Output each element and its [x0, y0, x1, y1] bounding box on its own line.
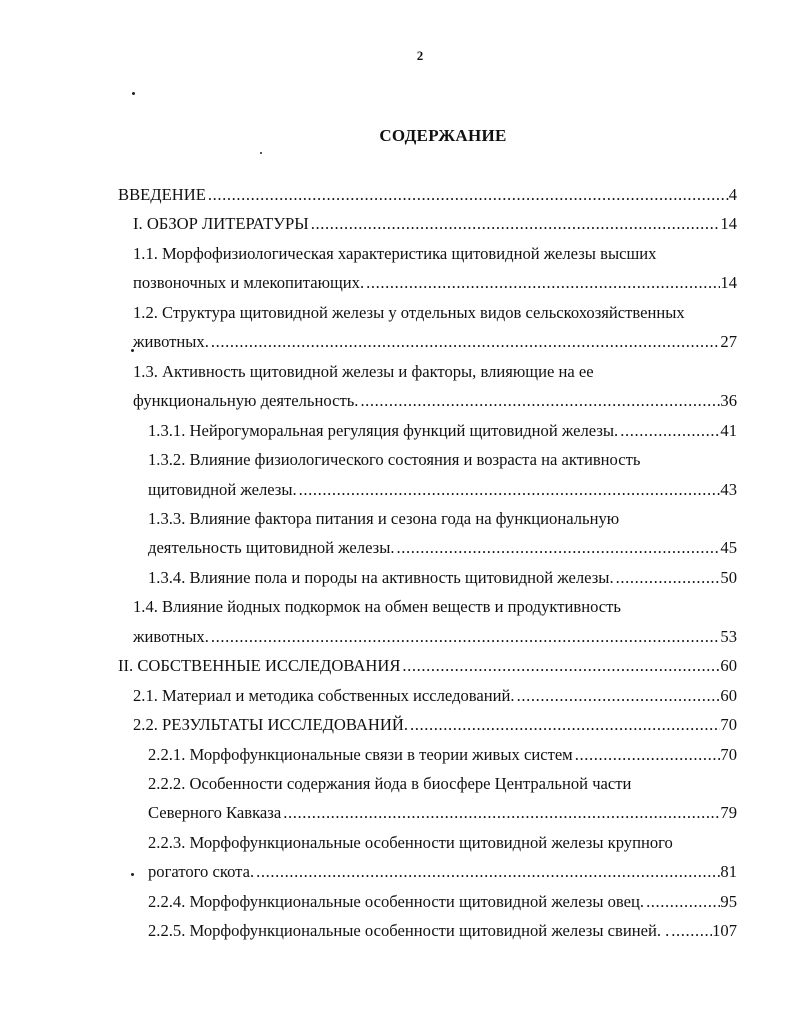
- toc-entry[interactable]: [148, 798, 737, 827]
- toc-page-number: 50: [720, 567, 737, 587]
- toc-entry[interactable]: [148, 533, 737, 562]
- toc-entry[interactable]: [133, 710, 737, 739]
- toc-entry-text: 2.2. РЕЗУЛЬТАТЫ ИССЛЕДОВАНИЙ.: [133, 715, 409, 735]
- toc-entry-text: 2.1. Материал и методика собственных исследований.: [133, 685, 515, 705]
- toc-page-number: 36: [720, 391, 737, 411]
- toc-entry[interactable]: [133, 268, 737, 297]
- toc-entry-text: рогатого скота.: [148, 862, 255, 882]
- toc-page-number: 70: [720, 744, 737, 764]
- toc-entry-line: [148, 445, 737, 474]
- toc-entry-text: Северного Кавказа: [148, 803, 282, 823]
- dot-leader: [358, 386, 720, 415]
- dot-leader: [281, 798, 720, 827]
- toc-entry-text: I. ОБЗОР ЛИТЕРАТУРЫ: [133, 214, 309, 234]
- toc-page-number: 4: [728, 185, 737, 204]
- toc-page-number: 14: [720, 273, 737, 293]
- toc-page-number: 53: [720, 626, 737, 646]
- toc-page-number: 79: [720, 803, 737, 823]
- toc-entry-text: ВВЕДЕНИЕ: [118, 185, 206, 204]
- toc-entry[interactable]: [118, 180, 737, 209]
- page-number: 2: [416, 48, 424, 63]
- toc-entry[interactable]: [133, 327, 737, 356]
- toc-entry[interactable]: [133, 209, 737, 238]
- dot-leader: [644, 887, 720, 916]
- toc-page-number: 81: [720, 862, 737, 882]
- scan-speck: [132, 92, 135, 95]
- toc-entry-line: [148, 828, 737, 857]
- toc-entry-text: II. СОБСТВЕННЫЕ ИССЛЕДОВАНИЯ: [118, 656, 401, 676]
- toc-entry-text: 1.1. Морфофизиологическая характеристика щитовидной железы высших: [133, 243, 657, 263]
- toc-entry-text: 2.2.1. Морфофункциональные связи в теории живых систем: [148, 744, 573, 764]
- dot-leader: [573, 740, 721, 769]
- toc-page-number: 70: [720, 715, 737, 735]
- dot-leader: [364, 268, 720, 297]
- toc-entry[interactable]: [148, 563, 737, 592]
- toc-entry[interactable]: [133, 386, 737, 415]
- toc-entry-text: 2.2.4. Морфофункциональные особенности щитовидной железы овец.: [148, 891, 645, 911]
- toc-entry-text: 1.3.1. Нейрогуморальная регуляция функций щитовидной железы.: [148, 420, 619, 440]
- toc-entry-line: [133, 239, 737, 268]
- toc-entry-text: 2.2.3. Морфофункциональные особенности щитовидной железы крупного: [148, 832, 673, 852]
- toc-entry-text: функциональную деятельность.: [133, 391, 359, 411]
- dot-leader: [206, 180, 729, 209]
- dot-leader: [209, 327, 721, 356]
- dot-leader: [297, 475, 721, 504]
- toc-entry-text: 2.2.5. Морфофункциональные особенности щитовидной железы свиней. .: [148, 921, 670, 941]
- toc-entry[interactable]: [148, 740, 737, 769]
- toc-entry-text: деятельность щитовидной железы.: [148, 538, 395, 558]
- dot-leader: [400, 651, 720, 680]
- toc-entry-text: 1.4. Влияние йодных подкормок на обмен веществ и продуктивность: [133, 597, 621, 617]
- toc-entry[interactable]: [148, 857, 737, 886]
- dot-leader: [209, 622, 721, 651]
- toc-page-number: 107: [712, 921, 737, 941]
- toc-page-number: 14: [720, 214, 737, 234]
- toc-entry[interactable]: [148, 416, 737, 445]
- dot-leader: [669, 916, 712, 945]
- toc-entry-line: [148, 504, 737, 533]
- toc-entry-text: щитовидной железы.: [148, 479, 297, 499]
- dot-leader: [614, 563, 721, 592]
- toc-entry[interactable]: [133, 622, 737, 651]
- toc-page-number: 27: [720, 332, 737, 352]
- page-title: СОДЕРЖАНИЕ: [379, 126, 507, 145]
- toc-entry[interactable]: [148, 887, 737, 916]
- toc-entry-text: 1.3.4. Влияние пола и породы на активность щитовидной железы.: [148, 567, 614, 587]
- dot-leader: [254, 857, 720, 886]
- toc-entry-text: животных.: [133, 626, 209, 646]
- toc-entry-text: 1.3.2. Влияние физиологического состояния и возраста на активность: [148, 450, 641, 470]
- toc-page-number: 45: [720, 538, 737, 558]
- toc-entry-line: [148, 769, 737, 798]
- toc-page-number: 43: [720, 479, 737, 499]
- toc-entry-text: животных.: [133, 332, 209, 352]
- toc-page-number: 41: [720, 420, 737, 440]
- toc-entry-text: 1.3.3. Влияние фактора питания и сезона года на функциональную: [148, 508, 620, 528]
- toc-page-number: 60: [720, 685, 737, 705]
- toc-entry[interactable]: [133, 681, 737, 710]
- toc-entry[interactable]: [118, 651, 737, 680]
- dot-leader: [618, 416, 720, 445]
- dot-leader: [309, 209, 721, 238]
- dot-leader: [395, 533, 721, 562]
- toc-entry-text: 1.3. Активность щитовидной железы и факторы, влияющие на ее: [133, 361, 594, 381]
- toc-entry[interactable]: [148, 916, 737, 945]
- toc-entry[interactable]: [148, 475, 737, 504]
- toc-entry-line: [133, 357, 737, 386]
- toc-entry-text: 1.2. Структура щитовидной железы у отдельных видов сельскохозяйственных: [133, 302, 685, 322]
- toc-entry-line: [133, 298, 737, 327]
- toc-entry-text: 2.2.2. Особенности содержания йода в биосфере Центральной части: [148, 774, 632, 793]
- scan-speck: [131, 873, 134, 876]
- toc-entry-line: [133, 592, 737, 621]
- toc-entry-text: позвоночных и млекопитающих.: [133, 273, 365, 293]
- dot-leader: [408, 710, 720, 739]
- toc-page-number: 95: [720, 891, 737, 911]
- toc-page-number: 60: [720, 656, 737, 676]
- scan-speck: [260, 152, 262, 154]
- dot-leader: [515, 681, 721, 710]
